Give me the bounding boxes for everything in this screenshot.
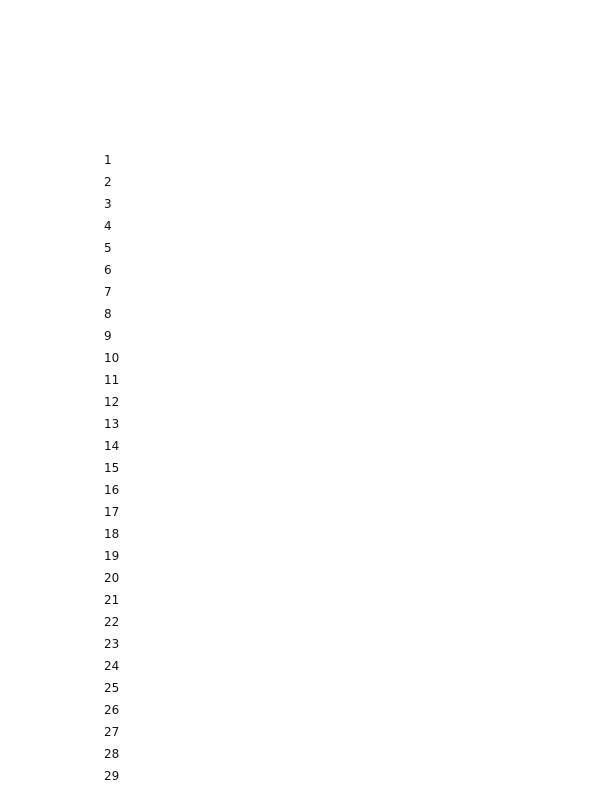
row-number: 14 xyxy=(104,439,120,453)
row-number: 27 xyxy=(104,725,120,739)
table-row xyxy=(0,634,612,656)
row-number: 10 xyxy=(104,351,120,365)
row-number: 29 xyxy=(104,769,120,783)
table-row xyxy=(0,656,612,678)
table-row xyxy=(0,612,612,634)
table-row xyxy=(0,392,612,414)
row-number: 19 xyxy=(104,549,120,563)
row-number: 21 xyxy=(104,593,120,607)
row-number: 1 xyxy=(104,153,112,167)
row-number: 6 xyxy=(104,263,112,277)
table-row xyxy=(0,458,612,480)
row-number: 26 xyxy=(104,703,120,717)
row-number: 11 xyxy=(104,373,120,387)
row-number: 4 xyxy=(104,219,112,233)
table-row xyxy=(0,326,612,348)
table-row xyxy=(0,194,612,216)
row-number: 28 xyxy=(104,747,120,761)
row-number: 13 xyxy=(104,417,120,431)
row-number: 5 xyxy=(104,241,112,255)
row-number: 25 xyxy=(104,681,120,695)
table-row xyxy=(0,700,612,722)
table-row xyxy=(0,678,612,700)
row-number: 24 xyxy=(104,659,120,673)
row-number: 9 xyxy=(104,329,112,343)
row-number: 17 xyxy=(104,505,120,519)
table-row xyxy=(0,216,612,238)
row-number: 20 xyxy=(104,571,120,585)
row-number: 8 xyxy=(104,307,112,321)
row-number: 2 xyxy=(104,175,112,189)
table-row xyxy=(0,766,612,788)
row-number: 22 xyxy=(104,615,120,629)
row-number: 18 xyxy=(104,527,120,541)
table-row xyxy=(0,348,612,370)
row-number: 16 xyxy=(104,483,120,497)
table-row xyxy=(0,260,612,282)
row-number: 23 xyxy=(104,637,120,651)
table-row xyxy=(0,150,612,172)
table-row xyxy=(0,436,612,458)
table-row xyxy=(0,172,612,194)
table-body xyxy=(0,150,612,788)
row-number: 3 xyxy=(104,197,112,211)
row-number: 7 xyxy=(104,285,112,299)
row-number: 12 xyxy=(104,395,120,409)
table-row xyxy=(0,238,612,260)
table-row xyxy=(0,304,612,326)
table-row xyxy=(0,744,612,766)
table-row xyxy=(0,722,612,744)
table-row xyxy=(0,480,612,502)
table-row xyxy=(0,524,612,546)
table-row xyxy=(0,568,612,590)
table-row xyxy=(0,546,612,568)
row-number: 15 xyxy=(104,461,120,475)
table-row xyxy=(0,370,612,392)
table-row xyxy=(0,414,612,436)
table-row xyxy=(0,282,612,304)
table-row xyxy=(0,502,612,524)
table-row xyxy=(0,590,612,612)
